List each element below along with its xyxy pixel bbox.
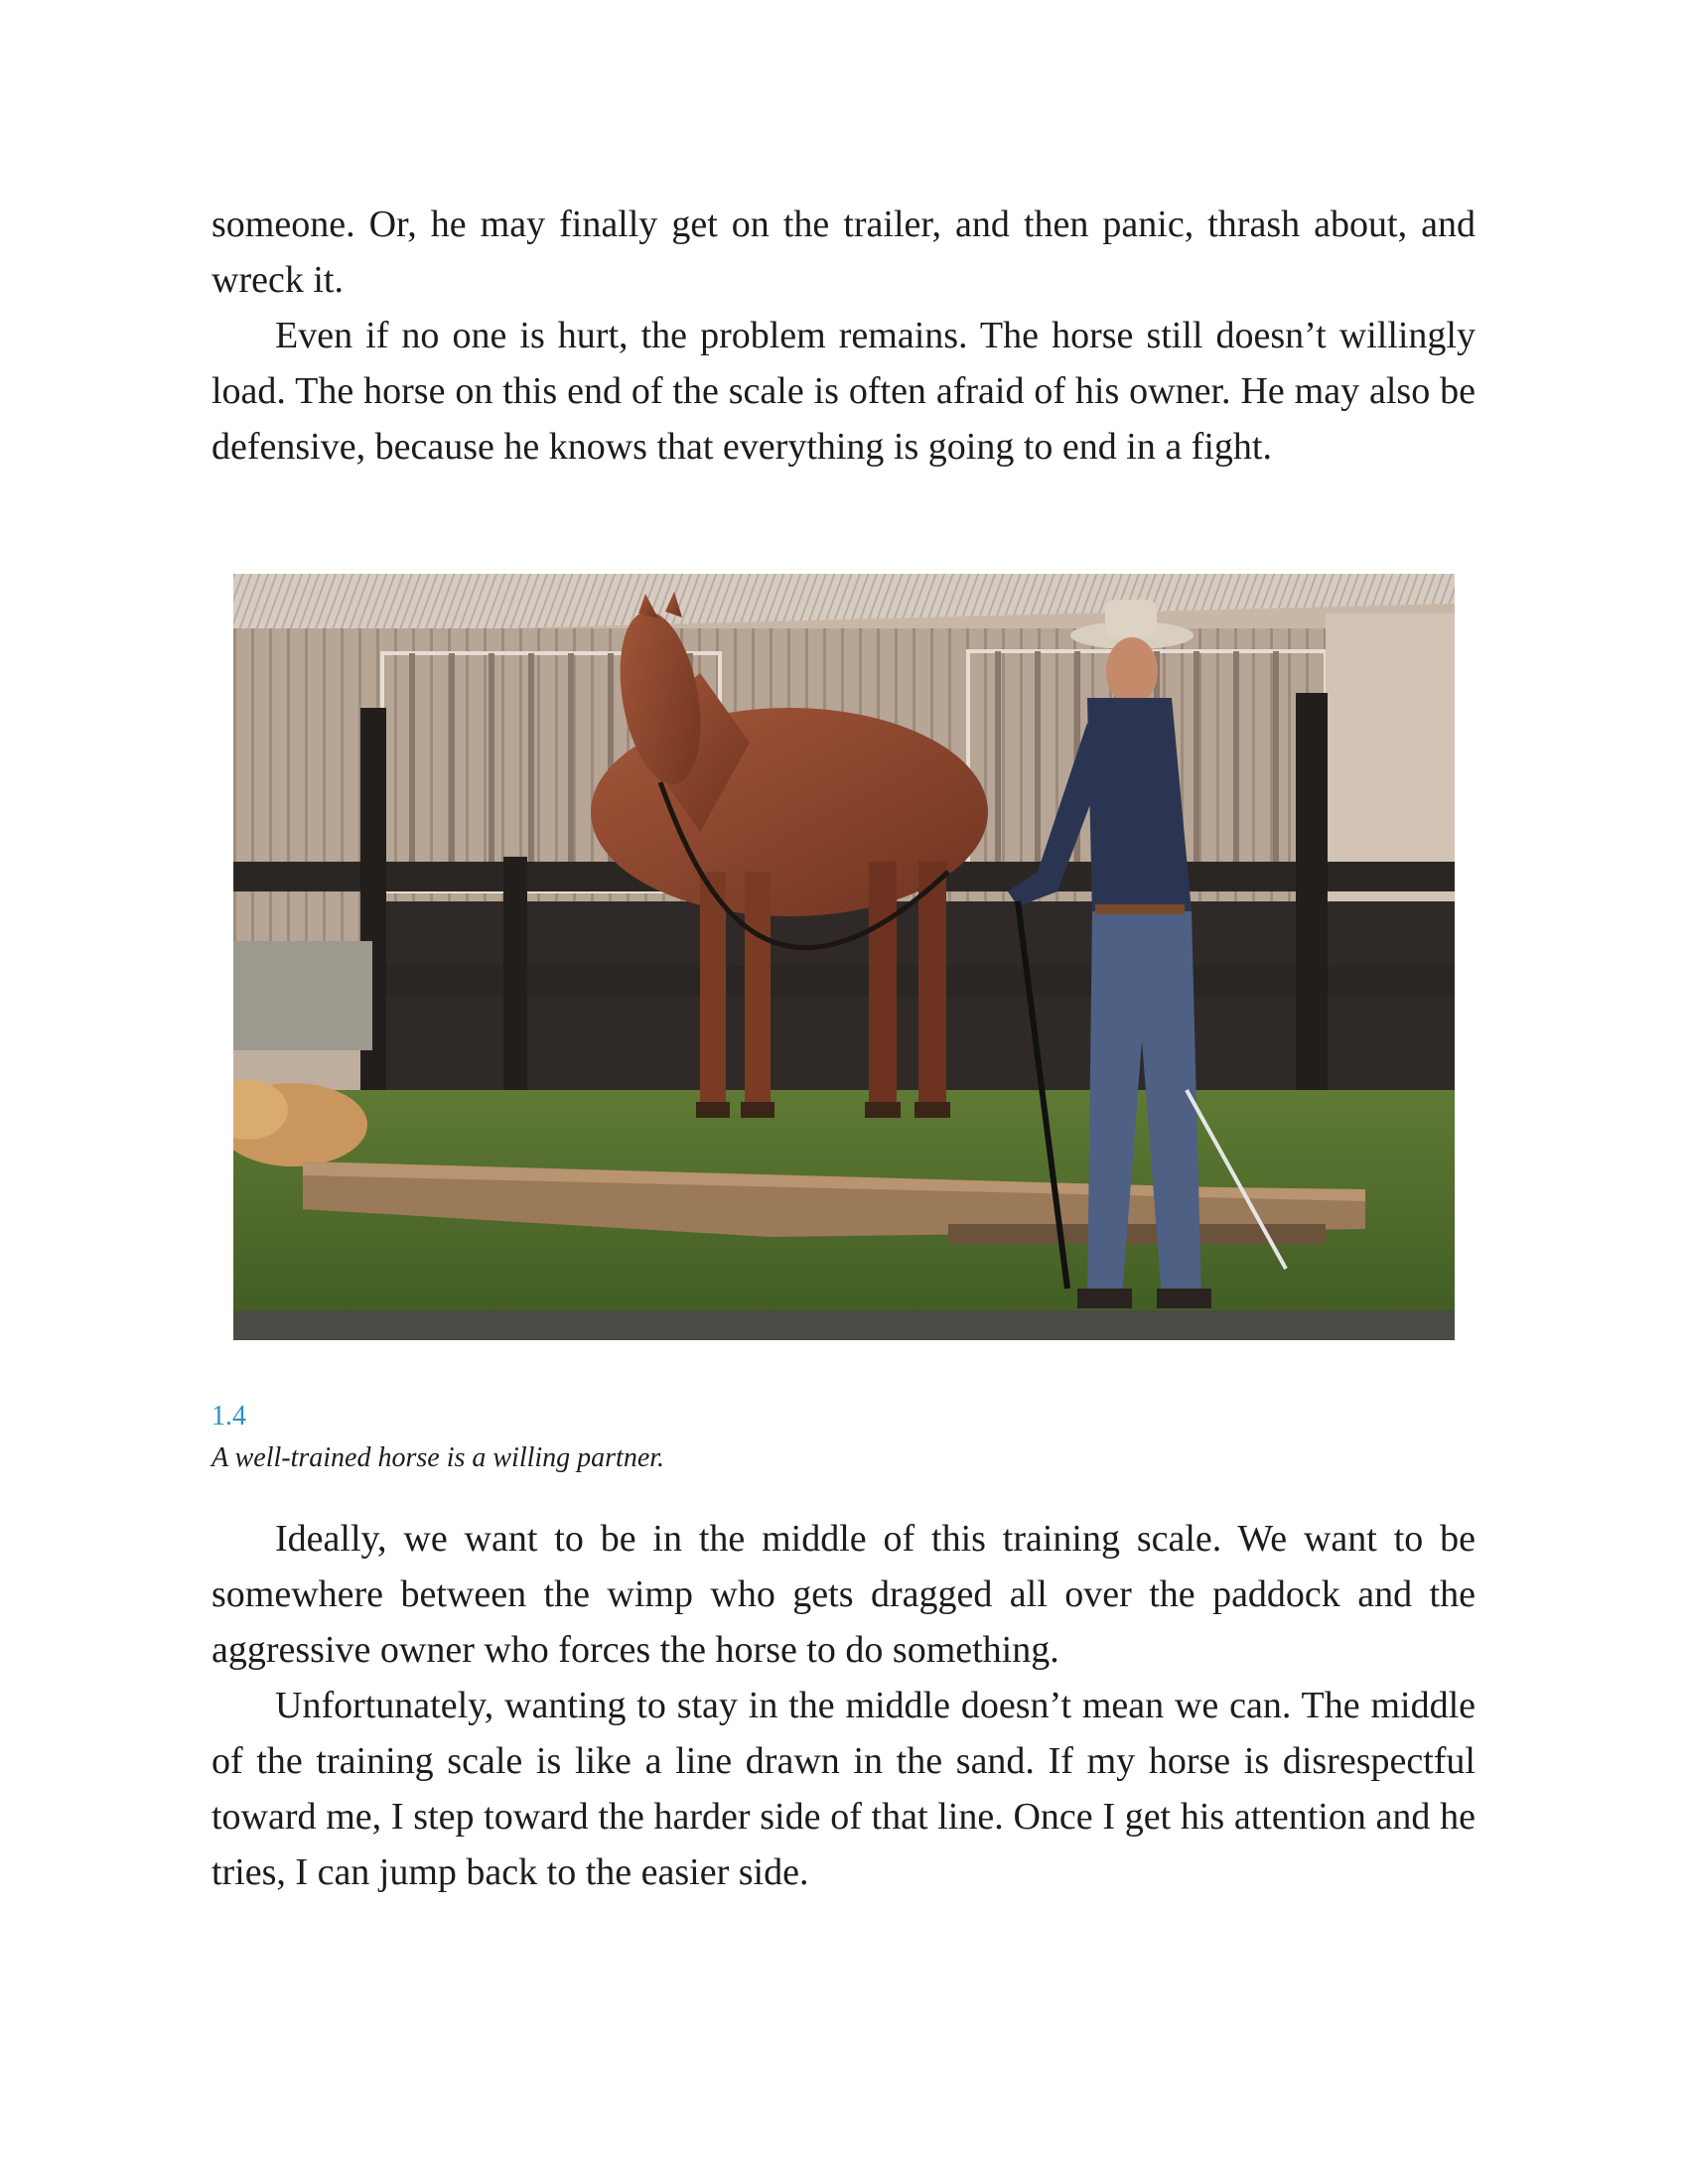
text-block-top (211, 197, 1476, 475)
text-block-bottom (211, 1511, 1476, 1900)
paragraph: Unfortunately, wanting to stay in the middle doesn’t mean we can. The middle of the training scale is like a line drawn in the sand. If my horse is disrespectful toward me, I step toward the harder side of that line. Once I get his attention and he tries, I can jump back to the easier side. (211, 1685, 1476, 1893)
horse-training-photo (233, 574, 1455, 1340)
paragraph-continuation: someone. Or, he may finally get on the trailer, and then panic, thrash about, and wreck it. (211, 204, 1476, 301)
paragraph: Ideally, we want to be in the middle of this training scale. We want to be somewhere between the wimp who gets dragged all over the paddock and the aggressive owner who forces the horse to do something. (211, 1518, 1476, 1671)
paragraph: Even if no one is hurt, the problem remains. The horse still doesn’t willingly load. The horse on this end of the scale is often afraid of his owner. He may also be defensive, because he knows that everything is going to end in a fight. (211, 315, 1476, 468)
figure-caption: A well-trained horse is a willing partner. (211, 1442, 665, 1473)
figure-number: 1.4 (211, 1401, 246, 1432)
